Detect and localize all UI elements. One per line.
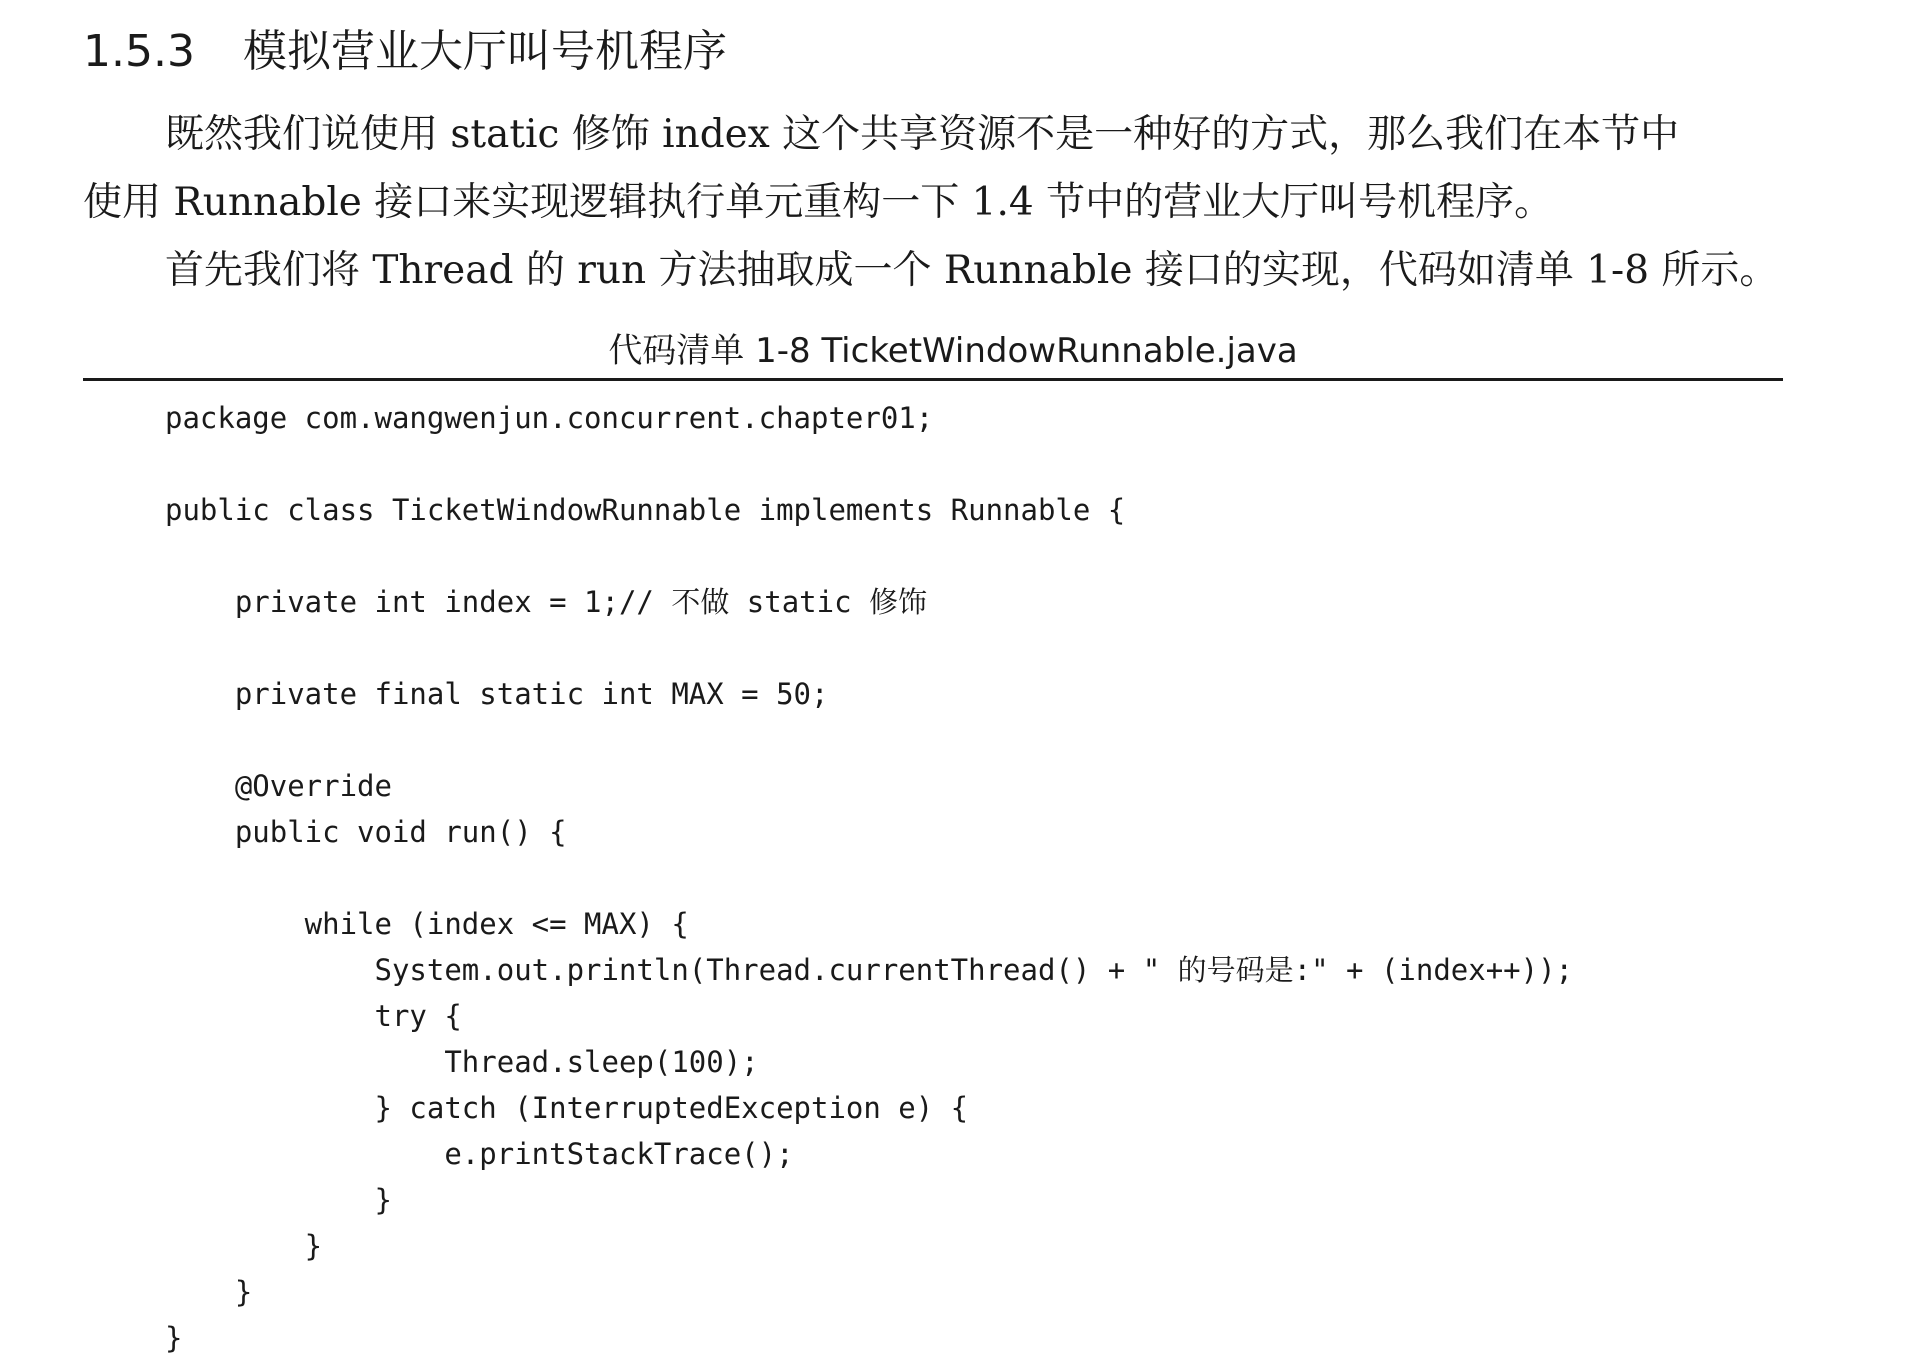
section-title: 模拟营业大厅叫号机程序 xyxy=(243,26,727,77)
code-line: private int index = 1;// 不做 static 修饰 xyxy=(165,585,928,619)
code-line: @Override xyxy=(165,769,392,803)
code-line: private final static int MAX = 50; xyxy=(165,677,829,711)
code-line: } xyxy=(165,1183,392,1217)
code-line xyxy=(165,533,1573,579)
paragraph-line-1: 既然我们说使用 static 修饰 index 这个共享资源不是一种好的方式，那么我们在本节中 xyxy=(165,112,1680,157)
code-line: package com.wangwenjun.concurrent.chapter01; xyxy=(165,401,934,435)
code-line xyxy=(165,441,1573,487)
listing-top-rule xyxy=(83,378,1783,381)
code-listing xyxy=(165,395,1573,1361)
listing-caption: 代码清单 1-8 TicketWindowRunnable.java xyxy=(608,331,1298,371)
code-line xyxy=(165,625,1573,671)
paragraph-line-3: 首先我们将 Thread 的 run 方法抽取成一个 Runnable 接口的实现，代码如清单 1-8 所示。 xyxy=(165,248,1779,293)
code-line: public void run() { xyxy=(165,815,567,849)
code-line: } catch (InterruptedException e) { xyxy=(165,1091,969,1125)
code-line: public class TicketWindowRunnable implements Runnable { xyxy=(165,493,1126,527)
code-line: while (index <= MAX) { xyxy=(165,907,689,941)
code-line xyxy=(165,855,1573,901)
section-heading xyxy=(83,22,727,82)
code-line: Thread.sleep(100); xyxy=(165,1045,759,1079)
code-line: e.printStackTrace(); xyxy=(165,1137,794,1171)
section-number: 1.5.3 xyxy=(83,26,195,77)
code-line: try { xyxy=(165,999,462,1033)
code-line: } xyxy=(165,1275,253,1309)
code-line: } xyxy=(165,1229,323,1263)
code-line: } xyxy=(165,1321,183,1355)
code-line xyxy=(165,717,1573,763)
code-line: System.out.println(Thread.currentThread() + " 的号码是:" + (index++)); xyxy=(165,953,1574,987)
paragraph-line-2: 使用 Runnable 接口来实现逻辑执行单元重构一下 1.4 节中的营业大厅叫号机程序。 xyxy=(83,180,1554,225)
